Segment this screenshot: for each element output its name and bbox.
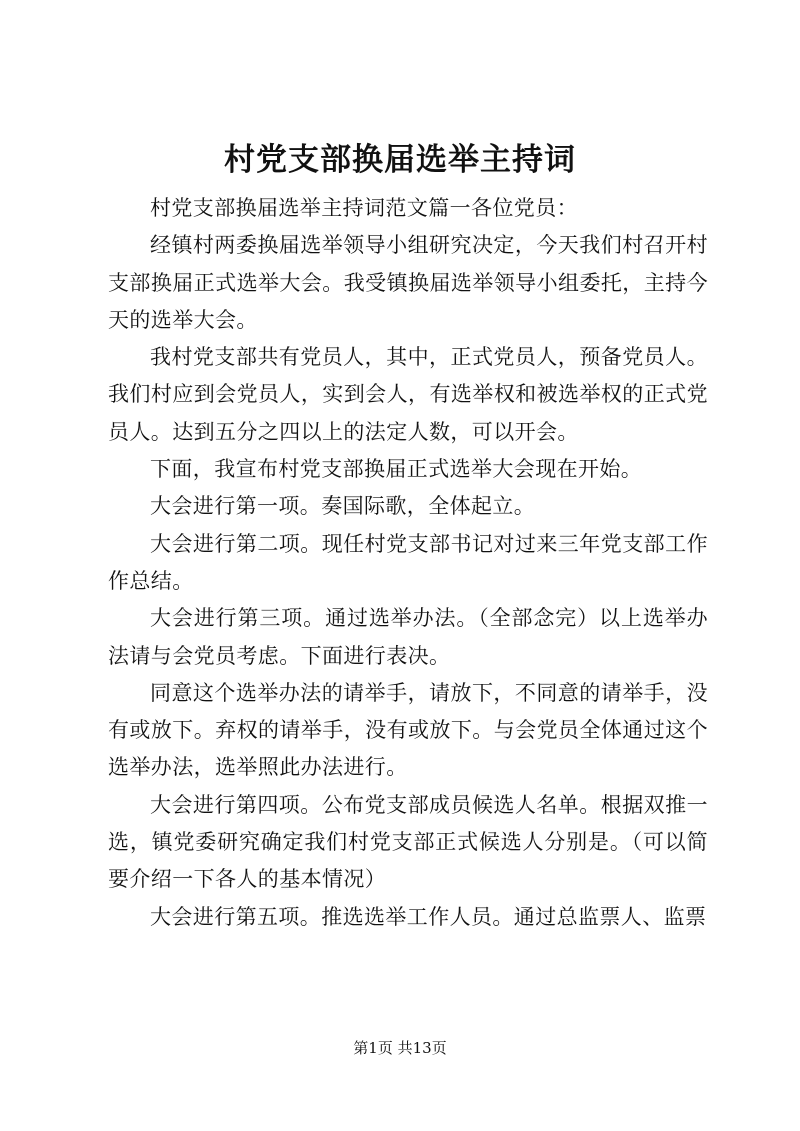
paragraph-2: 经镇村两委换届选举领导小组研究决定，今天我们村召开村支部换届正式选举大会。我受镇换届选举领导小组委托，主持今天的选举大会。 — [108, 233, 708, 332]
paragraph-7: 大会进行第三项。通过选举办法。（全部念完）以上选举办法请与会党员考虑。下面进行表决。 — [108, 606, 708, 668]
paragraph-6: 大会进行第二项。现任村党支部书记对过来三年党支部工作作总结。 — [108, 531, 708, 593]
document-body — [108, 190, 708, 936]
paragraph-9: 大会进行第四项。公布党支部成员候选人名单。根据双推一选，镇党委研究确定我们村党支部正式候选人分别是。（可以简要介绍一下各人的基本情况） — [108, 792, 708, 892]
page-number-footer: 第1页 共13页 — [353, 1039, 447, 1057]
paragraph-3: 我村党支部共有党员人，其中，正式党员人，预备党员人。我们村应到会党员人，实到会人，有选举权和被选举权的正式党员人。达到五分之四以上的法定人数，可以开会。 — [108, 345, 708, 444]
document-title: 村党支部换届选举主持词 — [224, 142, 576, 178]
paragraph-4: 下面，我宣布村党支部换届正式选举大会现在开始。 — [150, 457, 643, 482]
paragraph-10: 大会进行第五项。推选选举工作人员。通过总监票人、监票 — [150, 904, 707, 929]
paragraph-8: 同意这个选举办法的请举手，请放下，不同意的请举手，没有或放下。弃权的请举手，没有或放下。与会党员全体通过这个选举办法，选举照此办法进行。 — [108, 680, 708, 780]
paragraph-5: 大会进行第一项。奏国际歌，全体起立。 — [150, 494, 536, 519]
paragraph-1: 村党支部换届选举主持词范文篇一各位党员： — [150, 196, 578, 220]
